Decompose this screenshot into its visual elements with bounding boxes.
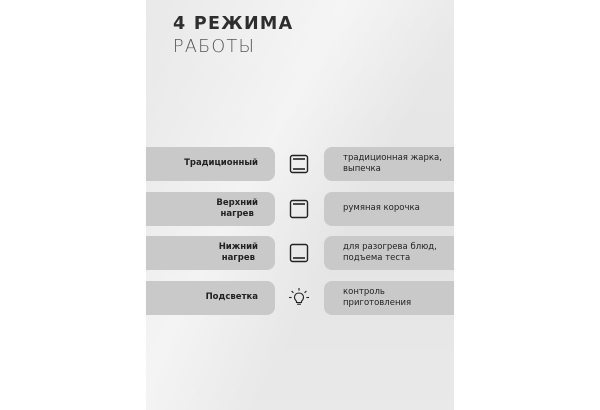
light-bulb-icon [288, 287, 310, 309]
mode-row-bottom-heat [146, 236, 454, 270]
oven-top-heat-icon [288, 198, 310, 220]
mode-row-traditional [146, 147, 454, 181]
mode-description: для разогрева блюд, подъема теста [343, 241, 437, 263]
mode-description: традиционная жарка, выпечка [343, 152, 442, 174]
mode-label-pill [146, 281, 275, 315]
mode-label: Нижний нагрев [218, 241, 258, 263]
heading-title: 4 РЕЖИМА [173, 14, 294, 34]
feature-card [146, 0, 454, 410]
mode-description-pill [324, 192, 454, 226]
heading-subtitle: РАБОТЫ [173, 37, 256, 57]
mode-description-pill [324, 281, 454, 315]
mode-label-pill [146, 192, 275, 226]
mode-description-pill [324, 236, 454, 270]
mode-label-pill [146, 236, 275, 270]
mode-row-light [146, 281, 454, 315]
mode-description-pill [324, 147, 454, 181]
mode-label: Верхний нагрев [216, 197, 258, 219]
mode-label: Традиционный [184, 158, 258, 169]
mode-row-top-heat [146, 192, 454, 226]
mode-label: Подсветка [205, 292, 258, 303]
mode-description: румяная корочка [343, 203, 420, 214]
mode-label-pill [146, 147, 275, 181]
oven-bottom-heat-icon [288, 242, 310, 264]
oven-top-bottom-heat-icon [288, 153, 310, 175]
mode-description: контроль приготовления [343, 286, 412, 308]
